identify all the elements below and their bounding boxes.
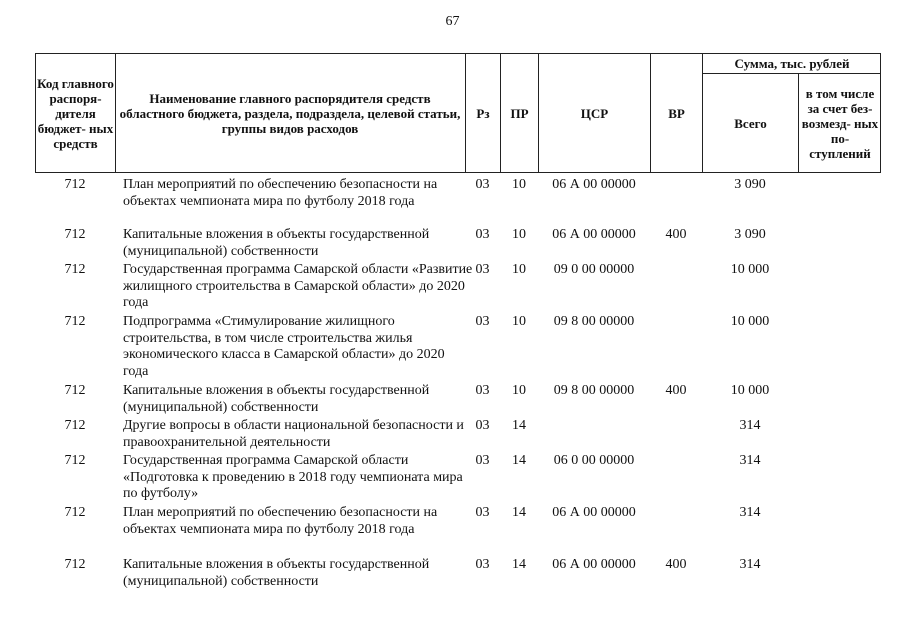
row-csr: 06 А 00 00000 — [552, 227, 636, 242]
row-vr: 400 — [665, 383, 687, 398]
row-pr: 10 — [512, 227, 526, 242]
row-rz: 03 — [475, 557, 490, 572]
row-code: 712 — [64, 314, 86, 329]
row-rz: 03 — [475, 418, 490, 433]
row-total: 3 090 — [734, 177, 766, 192]
row-code: 712 — [64, 453, 86, 468]
row-code: 712 — [64, 557, 86, 572]
row-rz: 03 — [475, 505, 490, 520]
row-pr: 14 — [512, 418, 526, 433]
row-total: 314 — [739, 453, 761, 468]
row-rz: 03 — [475, 262, 490, 277]
row-vr: 400 — [665, 557, 687, 572]
row-csr: 09 8 00 00000 — [553, 383, 635, 398]
row-pr: 14 — [512, 505, 526, 520]
row-csr: 09 8 00 00000 — [553, 314, 635, 329]
row-name: Государственная программа Самарской области «Подготовка к проведению в 2018 году чемпионата мира по футболу» — [123, 453, 463, 501]
header-divider — [115, 53, 116, 173]
row-rz: 03 — [475, 227, 490, 242]
row-total: 10 000 — [730, 262, 770, 277]
row-name: Капитальные вложения в объекты государственной (муниципальной) собственности — [123, 557, 430, 589]
row-pr: 10 — [512, 262, 526, 277]
row-rz: 03 — [475, 314, 490, 329]
header-sum: Сумма, тыс. рублей — [734, 56, 850, 71]
row-total: 10 000 — [730, 314, 770, 329]
row-name: План мероприятий по обеспечению безопасности на объектах чемпионата мира по футболу 2018 года — [123, 505, 438, 537]
row-rz: 03 — [475, 177, 490, 192]
row-pr: 14 — [512, 453, 526, 468]
row-total: 3 090 — [734, 227, 766, 242]
row-vr: 400 — [665, 227, 687, 242]
header-code: Код главного распоря- дителя бюджет- ных средств — [37, 75, 114, 151]
row-csr: 06 А 00 00000 — [552, 557, 636, 572]
row-name: Капитальные вложения в объекты государственной (муниципальной) собственности — [123, 227, 430, 259]
row-code: 712 — [64, 262, 86, 277]
row-total: 10 000 — [730, 383, 770, 398]
row-csr: 06 0 00 00000 — [553, 453, 635, 468]
row-name: Другие вопросы в области национальной безопасности и правоохранительной деятельности — [123, 418, 464, 450]
row-pr: 10 — [512, 383, 526, 398]
header-divider — [798, 73, 799, 173]
row-total: 314 — [739, 505, 761, 520]
row-pr: 14 — [512, 557, 526, 572]
row-pr: 10 — [512, 314, 526, 329]
header-total: Всего — [734, 115, 767, 131]
header-vr: ВР — [668, 105, 685, 121]
header-free: в том числе за счет без- возмезд- ных по- ступлений — [801, 85, 879, 161]
row-code: 712 — [64, 418, 86, 433]
row-pr: 10 — [512, 177, 526, 192]
row-code: 712 — [64, 227, 86, 242]
row-csr: 06 А 00 00000 — [552, 505, 636, 520]
row-name: Капитальные вложения в объекты государственной (муниципальной) собственности — [123, 383, 430, 415]
row-rz: 03 — [475, 453, 490, 468]
row-name: План мероприятий по обеспечению безопасности на объектах чемпионата мира по футболу 2018 года — [123, 177, 438, 209]
row-code: 712 — [64, 383, 86, 398]
row-csr: 06 А 00 00000 — [552, 177, 636, 192]
row-code: 712 — [64, 177, 86, 192]
row-name: Государственная программа Самарской области «Развитие жилищного строительства в Самарской области» до 2020 года — [123, 262, 473, 310]
page-number: 67 — [445, 14, 460, 29]
row-name: Подпрограмма «Стимулирование жилищного строительства, в том числе строительства жилья экономического класса в Самарской области» до 2020 года — [123, 314, 445, 379]
row-total: 314 — [739, 418, 761, 433]
row-code: 712 — [64, 505, 86, 520]
row-total: 314 — [739, 557, 761, 572]
header-pr: ПР — [510, 105, 529, 121]
header-rz: Рз — [476, 105, 490, 121]
header-name: Наименование главного распорядителя средств областного бюджета, раздела, подраздела, целевой статьи, группы видов расходов — [119, 90, 461, 136]
row-rz: 03 — [475, 383, 490, 398]
row-csr: 09 0 00 00000 — [553, 262, 635, 277]
header-csr: ЦСР — [580, 105, 609, 121]
